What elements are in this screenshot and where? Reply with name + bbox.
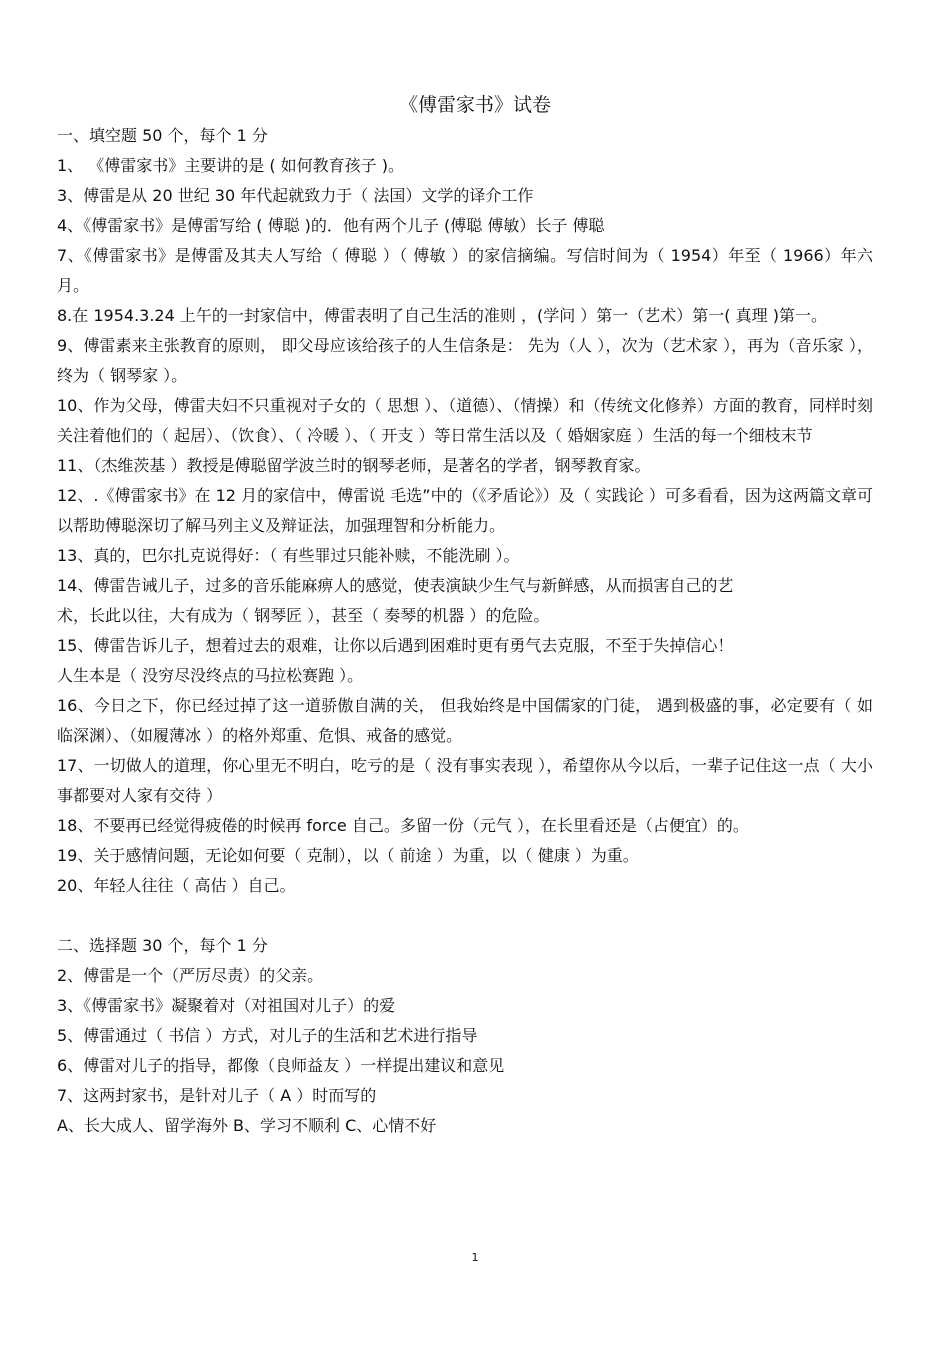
question-4: 4、《傅雷家书》是傅雷写给 ( 傅聪 )的．他有两个儿子 (傅聪 傅敏）长子 傅聪 — [57, 216, 605, 235]
section-spacer — [57, 901, 873, 931]
choice-question-6: 6、傅雷对儿子的指导，都像（良师益友 ）一样提出建议和意见 — [57, 1056, 505, 1075]
document-title: 《傅雷家书》试卷 — [398, 94, 551, 116]
question-17: 17、一切做人的道理，你心里无不明白，吃亏的是（ 没有事实表现 ），希望你从今以后，一辈子记住这一点（ 大小事都要对人家有交待 ） — [57, 756, 873, 805]
question-14-line-1: 14、傅雷告诫儿子，过多的音乐能麻痹人的感觉，使表演缺少生气与新鲜感，从而损害自己的艺 — [57, 576, 734, 595]
choice-question-5: 5、傅雷通过（ 书信 ）方式，对儿子的生活和艺术进行指导 — [57, 1026, 478, 1045]
exam-content — [57, 121, 873, 1141]
choice-question-7-options: A、长大成人、留学海外 B、学习不顺利 C、心情不好 — [57, 1116, 437, 1135]
question-1: 1、 《傅雷家书》主要讲的是 ( 如何教育孩子 )。 — [57, 156, 405, 175]
question-8: 8.在 1954.3.24 上午的一封家信中，傅雷表明了自己生活的准则 ，(学问 ）第一（艺术）第一( 真理 )第一。 — [57, 306, 827, 325]
question-12: 12、.《傅雷家书》在 12 月的家信中，傅雷说 毛选”中的（《矛盾论》）及（ 实践论 ）可多看看，因为这两篇文章可以帮助傅聪深切了解马列主义及辩证法，加强理智和分析能力。 — [57, 486, 873, 535]
choice-question-7: 7、这两封家书，是针对儿子（ A ）时而写的 — [57, 1086, 377, 1105]
question-10: 10、作为父母，傅雷夫妇不只重视对子女的（ 思想 ）、（道德）、（情操）和（传统文化修养）方面的教育，同样时刻关注着他们的（ 起居）、（饮食）、（ 冷暖 ）、（ 开支 ）等日常生活以及（ 婚姻家庭 ）生活的每一个细枝末节 — [57, 396, 873, 445]
question-11: 11、（杰维茨基 ）教授是傅聪留学波兰时的钢琴老师，是著名的学者，钢琴教育家。 — [57, 456, 651, 475]
question-15-line-1: 15、傅雷告诉儿子，想着过去的艰难，让你以后遇到困难时更有勇气去克服，不至于失掉信心！ — [57, 636, 734, 655]
choice-question-3: 3、《傅雷家书》凝聚着对（对祖国对儿子）的爱 — [57, 996, 396, 1015]
question-7: 7、《傅雷家书》是傅雷及其夫人写给（ 傅聪 ）（ 傅敏 ）的家信摘编。写信时间为（ 1954）年至（ 1966）年六月。 — [57, 246, 873, 295]
page-number: 1 — [471, 1251, 479, 1264]
section-choice-heading: 二、选择题 30 个，每个 1 分 — [57, 936, 268, 955]
question-14-line-2: 术，长此以往，大有成为（ 钢琴匠 ），甚至（ 奏琴的机器 ）的危险。 — [57, 606, 550, 625]
question-16: 16、今日之下，你已经过掉了这一道骄傲自满的关， 但我始终是中国儒家的门徒， 遇到极盛的事，必定要有（ 如临深渊）、（如履薄冰 ）的格外郑重、危惧、戒备的感觉。 — [57, 696, 873, 745]
choice-question-2: 2、傅雷是一个（严厉尽责）的父亲。 — [57, 966, 324, 985]
question-13: 13、真的，巴尔扎克说得好：（ 有些罪过只能补赎，不能洗刷 ）。 — [57, 546, 520, 565]
section-fill-in-heading: 一、填空题 50 个，每个 1 分 — [57, 126, 268, 145]
question-19: 19、关于感情问题，无论如何要（ 克制），以（ 前途 ）为重，以（ 健康 ）为重。 — [57, 846, 639, 865]
question-15-line-2: 人生本是（ 没穷尽没终点的马拉松赛跑 ）。 — [57, 666, 364, 685]
question-18: 18、不要再已经觉得疲倦的时候再 force 自己。多留一份（元气 ），在长里看还是（占便宜）的。 — [57, 816, 749, 835]
question-20: 20、年轻人往往（ 高估 ）自己。 — [57, 876, 296, 895]
question-9: 9、傅雷素来主张教育的原则， 即父母应该给孩子的人生信条是： 先为（人 ），次为（艺术家 ），再为（音乐家 ），终为（ 钢琴家 ）。 — [57, 336, 873, 385]
question-3: 3、傅雷是从 20 世纪 30 年代起就致力于（ 法国）文学的译介工作 — [57, 186, 534, 205]
